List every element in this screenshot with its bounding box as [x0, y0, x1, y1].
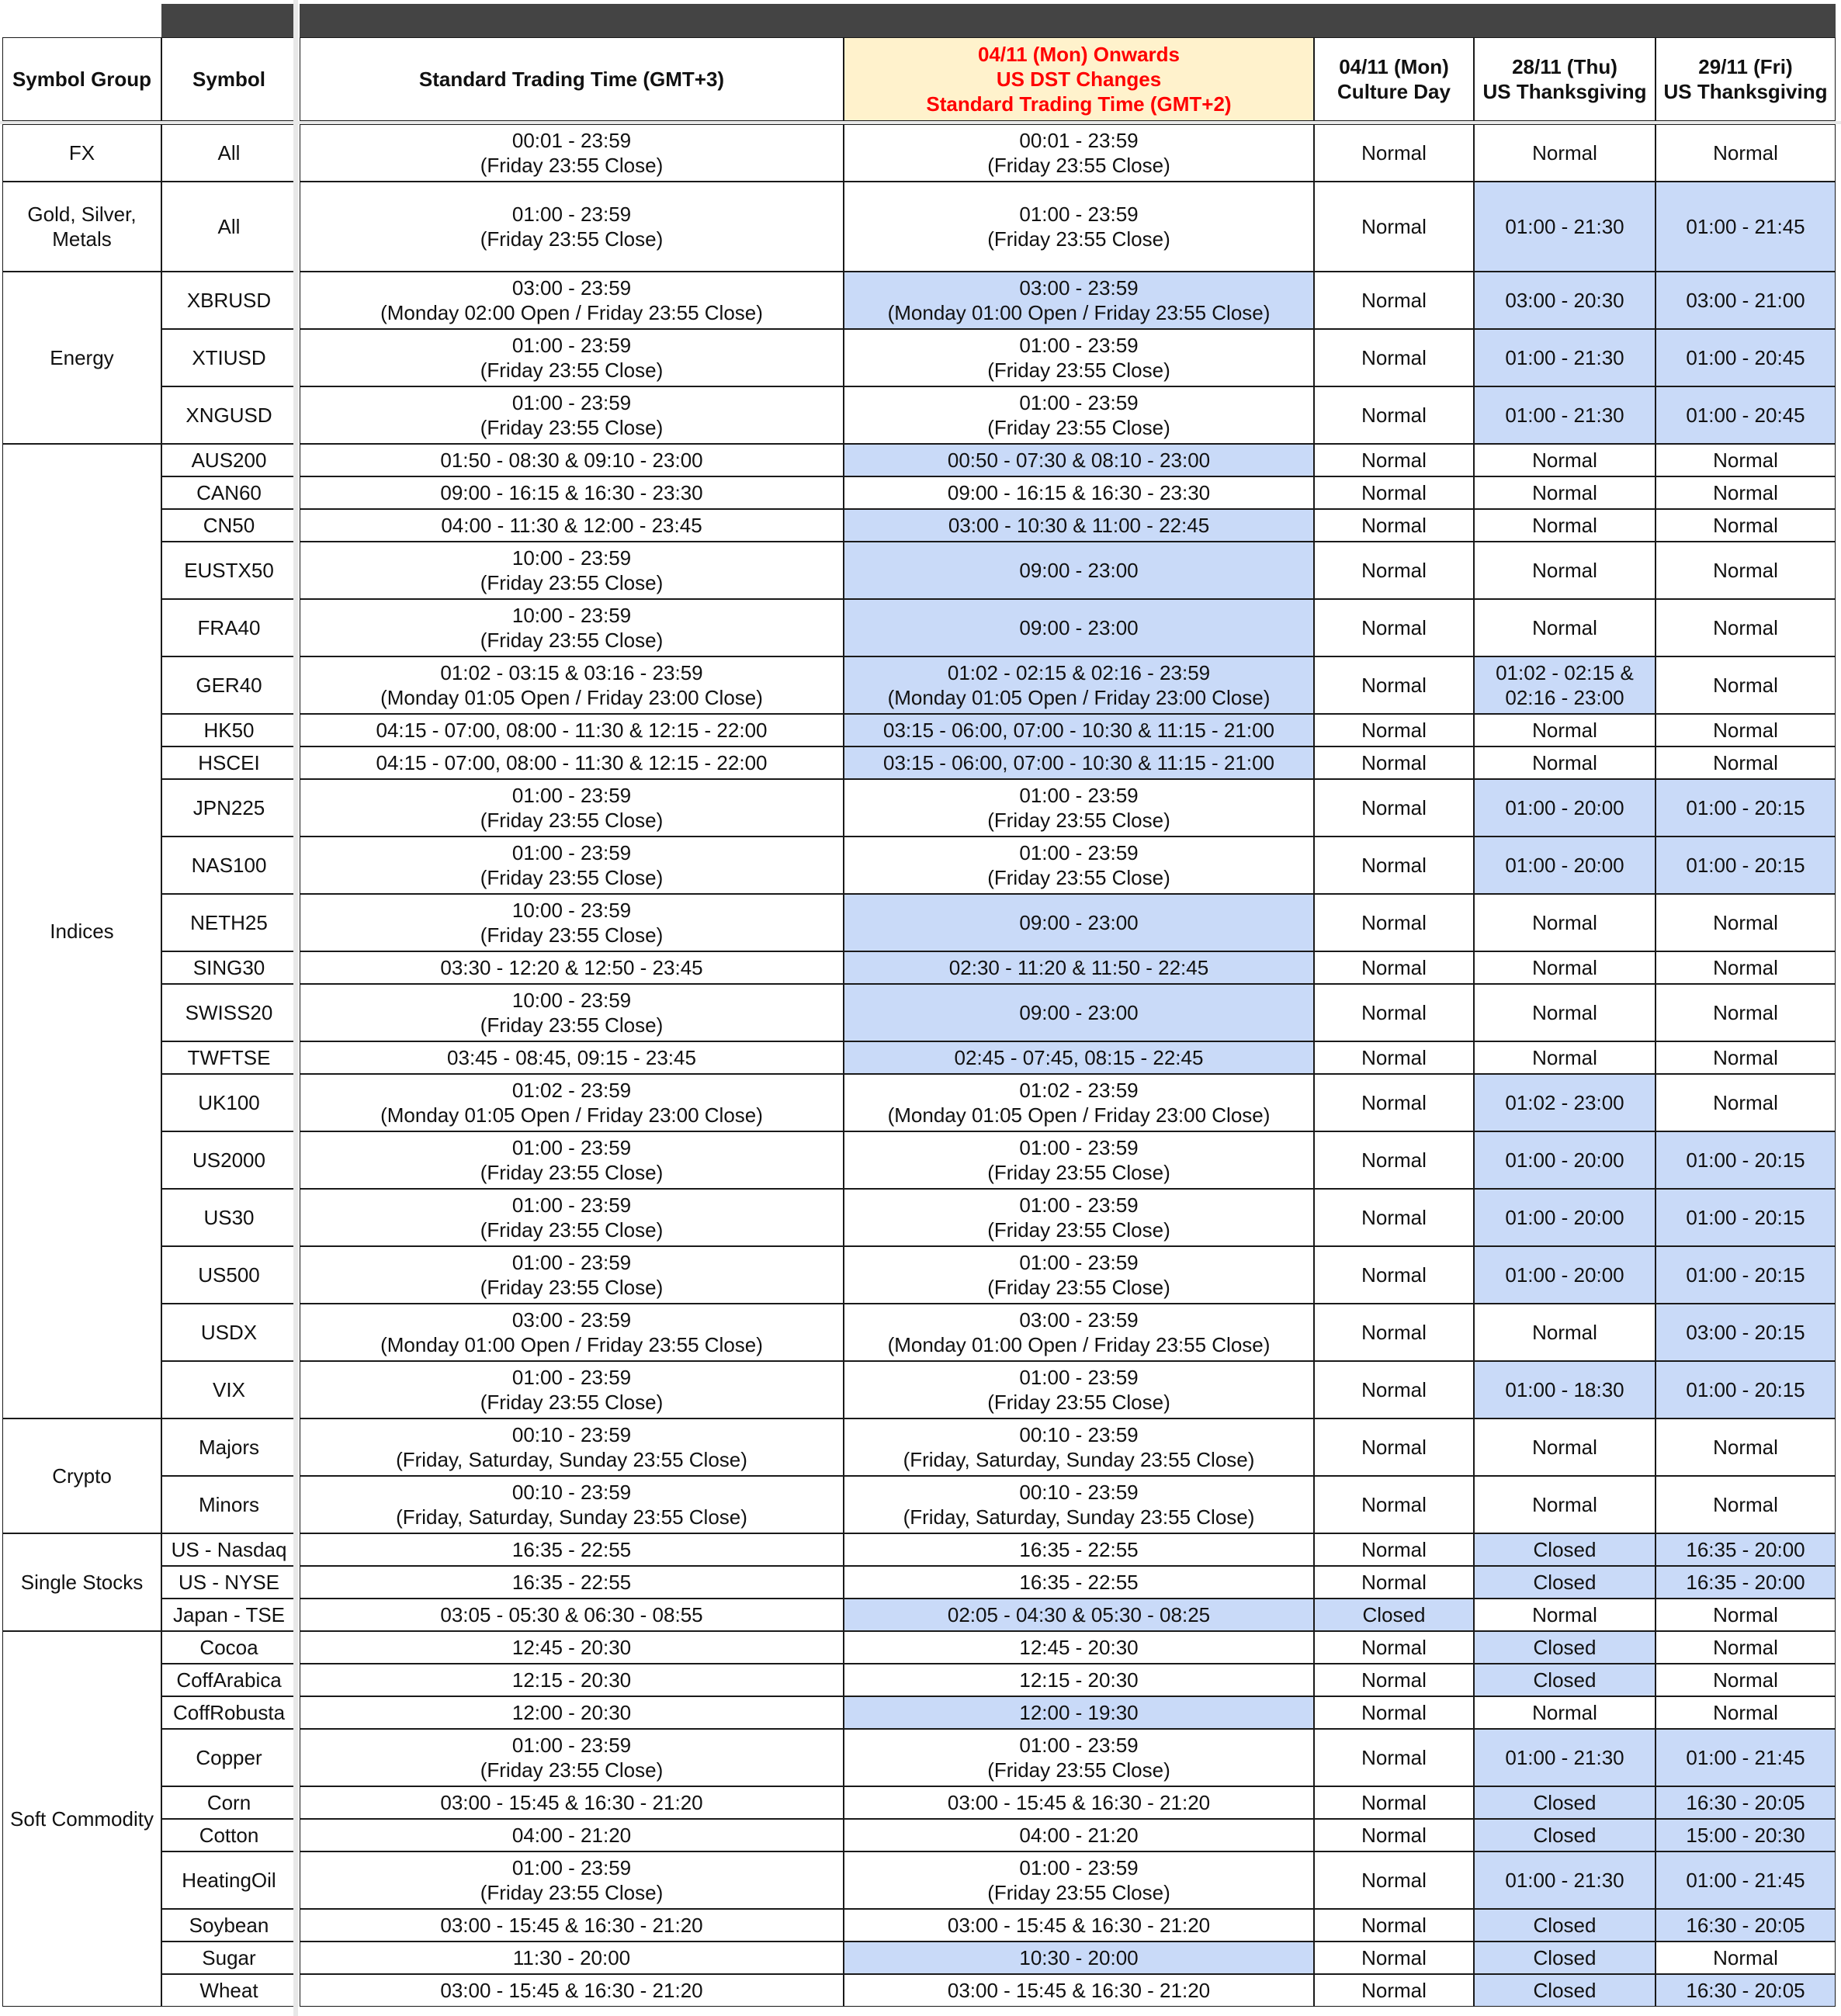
standard-cell: 03:00 - 15:45 & 16:30 - 21:20: [300, 1974, 844, 2007]
thu-cell: Normal: [1474, 746, 1656, 779]
standard-cell: 16:35 - 22:55: [300, 1566, 844, 1599]
dst-cell: 01:00 - 23:59 (Friday 23:55 Close): [844, 1851, 1314, 1909]
standard-cell: 00:01 - 23:59 (Friday 23:55 Close): [300, 124, 844, 182]
symbol-cell: EUSTX50: [161, 542, 296, 599]
symbol-cell: XNGUSD: [161, 386, 296, 444]
standard-cell: 03:00 - 15:45 & 16:30 - 21:20: [300, 1909, 844, 1942]
dst-cell: 10:30 - 20:00: [844, 1942, 1314, 1974]
standard-cell: 04:15 - 07:00, 08:00 - 11:30 & 12:15 - 22:00: [300, 714, 844, 746]
standard-cell: 01:00 - 23:59 (Friday 23:55 Close): [300, 182, 844, 272]
fri-cell: Normal: [1656, 656, 1836, 714]
fri-cell: Normal: [1656, 542, 1836, 599]
dst-cell: 01:00 - 23:59 (Friday 23:55 Close): [844, 329, 1314, 386]
dst-cell: 01:00 - 23:59 (Friday 23:55 Close): [844, 1131, 1314, 1189]
dst-cell: 02:45 - 07:45, 08:15 - 22:45: [844, 1041, 1314, 1074]
culture-cell: Normal: [1314, 1819, 1474, 1851]
culture-cell: Normal: [1314, 1041, 1474, 1074]
fri-cell: 01:00 - 21:45: [1656, 182, 1836, 272]
symbol-cell: Copper: [161, 1729, 296, 1786]
thu-cell: 03:00 - 20:30: [1474, 272, 1656, 329]
standard-cell: 12:00 - 20:30: [300, 1696, 844, 1729]
symbol-cell: JPN225: [161, 779, 296, 837]
fri-cell: Normal: [1656, 599, 1836, 656]
fri-cell: Normal: [1656, 894, 1836, 951]
symbol-cell: XTIUSD: [161, 329, 296, 386]
standard-cell: 12:15 - 20:30: [300, 1664, 844, 1696]
fri-cell: 16:35 - 20:00: [1656, 1566, 1836, 1599]
thu-cell: 01:00 - 21:30: [1474, 1851, 1656, 1909]
standard-cell: 10:00 - 23:59 (Friday 23:55 Close): [300, 984, 844, 1041]
thu-cell: 01:00 - 20:00: [1474, 1189, 1656, 1246]
dst-cell: 09:00 - 23:00: [844, 984, 1314, 1041]
symbol-cell: TWFTSE: [161, 1041, 296, 1074]
culture-cell: Normal: [1314, 1786, 1474, 1819]
thu-cell: Normal: [1474, 1304, 1656, 1361]
symbol-cell: All: [161, 124, 296, 182]
culture-cell: Normal: [1314, 1074, 1474, 1131]
thu-cell: Closed: [1474, 1974, 1656, 2007]
culture-cell: Normal: [1314, 509, 1474, 542]
fri-cell: 03:00 - 20:15: [1656, 1304, 1836, 1361]
frozen-column-divider: [293, 0, 298, 2016]
thu-cell: Closed: [1474, 1664, 1656, 1696]
culture-cell: Normal: [1314, 1942, 1474, 1974]
symbol-cell: VIX: [161, 1361, 296, 1418]
symbol-cell: Wheat: [161, 1974, 296, 2007]
standard-cell: 01:00 - 23:59 (Friday 23:55 Close): [300, 1246, 844, 1304]
header-culture-day: 04/11 (Mon) Culture Day: [1314, 37, 1474, 121]
culture-cell: Normal: [1314, 746, 1474, 779]
fri-cell: 01:00 - 20:15: [1656, 837, 1836, 894]
standard-cell: 03:30 - 12:20 & 12:50 - 23:45: [300, 951, 844, 984]
dst-cell: 03:00 - 15:45 & 16:30 - 21:20: [844, 1974, 1314, 2007]
symbol-cell: All: [161, 182, 296, 272]
standard-cell: 04:00 - 11:30 & 12:00 - 23:45: [300, 509, 844, 542]
fri-cell: 16:30 - 20:05: [1656, 1909, 1836, 1942]
dst-cell: 03:00 - 23:59 (Monday 01:00 Open / Friday 23:55 Close): [844, 1304, 1314, 1361]
symbol-cell: US - NYSE: [161, 1566, 296, 1599]
standard-cell: 01:00 - 23:59 (Friday 23:55 Close): [300, 779, 844, 837]
header-thanksgiving-fri: 29/11 (Fri) US Thanksgiving: [1656, 37, 1836, 121]
symbol-cell: US2000: [161, 1131, 296, 1189]
thu-cell: 01:00 - 20:00: [1474, 1246, 1656, 1304]
fri-cell: 16:35 - 20:00: [1656, 1533, 1836, 1566]
dst-cell: 02:05 - 04:30 & 05:30 - 08:25: [844, 1599, 1314, 1631]
thu-cell: Closed: [1474, 1942, 1656, 1974]
dst-cell: 02:30 - 11:20 & 11:50 - 22:45: [844, 951, 1314, 984]
symbol-cell: HK50: [161, 714, 296, 746]
symbol-cell: SING30: [161, 951, 296, 984]
symbol-cell: CoffRobusta: [161, 1696, 296, 1729]
culture-cell: Normal: [1314, 1361, 1474, 1418]
header-band-left: [161, 4, 293, 37]
symbol-cell: GER40: [161, 656, 296, 714]
culture-cell: Normal: [1314, 1418, 1474, 1476]
symbol-cell: Soybean: [161, 1909, 296, 1942]
dst-cell: 01:00 - 23:59 (Friday 23:55 Close): [844, 386, 1314, 444]
thu-cell: Normal: [1474, 124, 1656, 182]
standard-cell: 00:10 - 23:59 (Friday, Saturday, Sunday 23:55 Close): [300, 1418, 844, 1476]
dst-cell: 04:00 - 21:20: [844, 1819, 1314, 1851]
symbol-cell: Sugar: [161, 1942, 296, 1974]
culture-cell: Normal: [1314, 599, 1474, 656]
culture-cell: Closed: [1314, 1599, 1474, 1631]
dst-cell: 01:02 - 02:15 & 02:16 - 23:59 (Monday 01:05 Open / Friday 23:00 Close): [844, 656, 1314, 714]
standard-cell: 01:00 - 23:59 (Friday 23:55 Close): [300, 1189, 844, 1246]
symbol-cell: HeatingOil: [161, 1851, 296, 1909]
dst-cell: 09:00 - 23:00: [844, 894, 1314, 951]
fri-cell: Normal: [1656, 1599, 1836, 1631]
culture-cell: Normal: [1314, 779, 1474, 837]
standard-cell: 09:00 - 16:15 & 16:30 - 23:30: [300, 476, 844, 509]
fri-cell: Normal: [1656, 1418, 1836, 1476]
culture-cell: Normal: [1314, 444, 1474, 476]
standard-cell: 10:00 - 23:59 (Friday 23:55 Close): [300, 542, 844, 599]
symbol-cell: UK100: [161, 1074, 296, 1131]
thu-cell: 01:02 - 02:15 & 02:16 - 23:00: [1474, 656, 1656, 714]
culture-cell: Normal: [1314, 1851, 1474, 1909]
fri-cell: Normal: [1656, 476, 1836, 509]
standard-cell: 12:45 - 20:30: [300, 1631, 844, 1664]
culture-cell: Normal: [1314, 329, 1474, 386]
standard-cell: 01:02 - 23:59 (Monday 01:05 Open / Friday 23:00 Close): [300, 1074, 844, 1131]
standard-cell: 10:00 - 23:59 (Friday 23:55 Close): [300, 894, 844, 951]
fri-cell: Normal: [1656, 984, 1836, 1041]
thu-cell: Closed: [1474, 1786, 1656, 1819]
standard-cell: 10:00 - 23:59 (Friday 23:55 Close): [300, 599, 844, 656]
symbol-group-cell: Energy: [2, 272, 161, 444]
standard-cell: 03:00 - 15:45 & 16:30 - 21:20: [300, 1786, 844, 1819]
symbol-cell: NETH25: [161, 894, 296, 951]
dst-cell: 09:00 - 23:00: [844, 599, 1314, 656]
culture-cell: Normal: [1314, 476, 1474, 509]
fri-cell: 01:00 - 21:45: [1656, 1729, 1836, 1786]
symbol-group-cell: Gold, Silver, Metals: [2, 182, 161, 272]
thu-cell: 01:00 - 20:00: [1474, 1131, 1656, 1189]
thu-cell: Normal: [1474, 542, 1656, 599]
culture-cell: Normal: [1314, 1631, 1474, 1664]
symbol-cell: XBRUSD: [161, 272, 296, 329]
dst-cell: 12:00 - 19:30: [844, 1696, 1314, 1729]
dst-cell: 00:10 - 23:59 (Friday, Saturday, Sunday 23:55 Close): [844, 1418, 1314, 1476]
symbol-group-cell: FX: [2, 124, 161, 182]
dst-cell: 00:10 - 23:59 (Friday, Saturday, Sunday 23:55 Close): [844, 1476, 1314, 1533]
thu-cell: Normal: [1474, 1696, 1656, 1729]
thu-cell: Normal: [1474, 1599, 1656, 1631]
dst-cell: 09:00 - 23:00: [844, 542, 1314, 599]
standard-cell: 01:00 - 23:59 (Friday 23:55 Close): [300, 1729, 844, 1786]
culture-cell: Normal: [1314, 1696, 1474, 1729]
symbol-cell: USDX: [161, 1304, 296, 1361]
thu-cell: Normal: [1474, 1418, 1656, 1476]
fri-cell: Normal: [1656, 714, 1836, 746]
thu-cell: Closed: [1474, 1819, 1656, 1851]
culture-cell: Normal: [1314, 951, 1474, 984]
thu-cell: Normal: [1474, 894, 1656, 951]
standard-cell: 01:00 - 23:59 (Friday 23:55 Close): [300, 1851, 844, 1909]
fri-cell: 01:00 - 20:15: [1656, 779, 1836, 837]
thu-cell: 01:00 - 21:30: [1474, 386, 1656, 444]
header-thanksgiving-thu: 28/11 (Thu) US Thanksgiving: [1474, 37, 1656, 121]
culture-cell: Normal: [1314, 984, 1474, 1041]
thu-cell: 01:00 - 20:00: [1474, 779, 1656, 837]
thu-cell: Closed: [1474, 1909, 1656, 1942]
culture-cell: Normal: [1314, 1304, 1474, 1361]
fri-cell: Normal: [1656, 746, 1836, 779]
standard-cell: 04:00 - 21:20: [300, 1819, 844, 1851]
standard-cell: 01:00 - 23:59 (Friday 23:55 Close): [300, 1361, 844, 1418]
thu-cell: 01:00 - 21:30: [1474, 1729, 1656, 1786]
thu-cell: Closed: [1474, 1533, 1656, 1566]
culture-cell: Normal: [1314, 1566, 1474, 1599]
header-dst-time: 04/11 (Mon) Onwards US DST Changes Standard Trading Time (GMT+2): [844, 37, 1314, 121]
thu-cell: Normal: [1474, 951, 1656, 984]
symbol-cell: Cocoa: [161, 1631, 296, 1664]
fri-cell: Normal: [1656, 951, 1836, 984]
thu-cell: Normal: [1474, 984, 1656, 1041]
thu-cell: 01:02 - 23:00: [1474, 1074, 1656, 1131]
fri-cell: Normal: [1656, 1041, 1836, 1074]
standard-cell: 03:05 - 05:30 & 06:30 - 08:55: [300, 1599, 844, 1631]
standard-cell: 00:10 - 23:59 (Friday, Saturday, Sunday 23:55 Close): [300, 1476, 844, 1533]
thu-cell: Normal: [1474, 509, 1656, 542]
fri-cell: Normal: [1656, 444, 1836, 476]
culture-cell: Normal: [1314, 1909, 1474, 1942]
fri-cell: 01:00 - 20:45: [1656, 329, 1836, 386]
fri-cell: 01:00 - 20:15: [1656, 1361, 1836, 1418]
dst-cell: 16:35 - 22:55: [844, 1533, 1314, 1566]
dst-cell: 03:00 - 15:45 & 16:30 - 21:20: [844, 1786, 1314, 1819]
symbol-cell: US30: [161, 1189, 296, 1246]
fri-cell: 16:30 - 20:05: [1656, 1786, 1836, 1819]
dst-cell: 03:15 - 06:00, 07:00 - 10:30 & 11:15 - 21:00: [844, 746, 1314, 779]
dst-cell: 00:50 - 07:30 & 08:10 - 23:00: [844, 444, 1314, 476]
symbol-cell: FRA40: [161, 599, 296, 656]
standard-cell: 16:35 - 22:55: [300, 1533, 844, 1566]
dst-cell: 12:45 - 20:30: [844, 1631, 1314, 1664]
symbol-group-cell: Single Stocks: [2, 1533, 161, 1631]
fri-cell: Normal: [1656, 509, 1836, 542]
standard-cell: 04:15 - 07:00, 08:00 - 11:30 & 12:15 - 22:00: [300, 746, 844, 779]
header-symbol-group: Symbol Group: [2, 37, 161, 121]
symbol-cell: CAN60: [161, 476, 296, 509]
dst-cell: 16:35 - 22:55: [844, 1566, 1314, 1599]
culture-cell: Normal: [1314, 1131, 1474, 1189]
fri-cell: Normal: [1656, 1074, 1836, 1131]
fri-cell: 01:00 - 21:45: [1656, 1851, 1836, 1909]
thu-cell: 01:00 - 21:30: [1474, 329, 1656, 386]
dst-cell: 01:00 - 23:59 (Friday 23:55 Close): [844, 1189, 1314, 1246]
dst-cell: 01:00 - 23:59 (Friday 23:55 Close): [844, 779, 1314, 837]
symbol-cell: Corn: [161, 1786, 296, 1819]
culture-cell: Normal: [1314, 714, 1474, 746]
thu-cell: 01:00 - 21:30: [1474, 182, 1656, 272]
symbol-group-cell: Soft Commodity: [2, 1631, 161, 2007]
symbol-cell: HSCEI: [161, 746, 296, 779]
thu-cell: Normal: [1474, 714, 1656, 746]
symbol-cell: US - Nasdaq: [161, 1533, 296, 1566]
symbol-cell: SWISS20: [161, 984, 296, 1041]
symbol-cell: US500: [161, 1246, 296, 1304]
standard-cell: 01:00 - 23:59 (Friday 23:55 Close): [300, 329, 844, 386]
fri-cell: 16:30 - 20:05: [1656, 1974, 1836, 2007]
symbol-cell: CoffArabica: [161, 1664, 296, 1696]
culture-cell: Normal: [1314, 894, 1474, 951]
fri-cell: 15:00 - 20:30: [1656, 1819, 1836, 1851]
standard-cell: 11:30 - 20:00: [300, 1942, 844, 1974]
symbol-group-cell: Indices: [2, 444, 161, 1418]
standard-cell: 01:00 - 23:59 (Friday 23:55 Close): [300, 386, 844, 444]
symbol-cell: AUS200: [161, 444, 296, 476]
culture-cell: Normal: [1314, 1246, 1474, 1304]
culture-cell: Normal: [1314, 1476, 1474, 1533]
dst-cell: 01:00 - 23:59 (Friday 23:55 Close): [844, 1246, 1314, 1304]
fri-cell: Normal: [1656, 1696, 1836, 1729]
standard-cell: 01:02 - 03:15 & 03:16 - 23:59 (Monday 01:05 Open / Friday 23:00 Close): [300, 656, 844, 714]
fri-cell: Normal: [1656, 1476, 1836, 1533]
thu-cell: 01:00 - 20:00: [1474, 837, 1656, 894]
fri-cell: 01:00 - 20:15: [1656, 1189, 1836, 1246]
culture-cell: Normal: [1314, 1664, 1474, 1696]
symbol-group-cell: Crypto: [2, 1418, 161, 1533]
thu-cell: Normal: [1474, 1041, 1656, 1074]
culture-cell: Normal: [1314, 272, 1474, 329]
thu-cell: Normal: [1474, 599, 1656, 656]
culture-cell: Normal: [1314, 542, 1474, 599]
dst-cell: 01:00 - 23:59 (Friday 23:55 Close): [844, 1729, 1314, 1786]
symbol-cell: CN50: [161, 509, 296, 542]
culture-cell: Normal: [1314, 386, 1474, 444]
fri-cell: Normal: [1656, 1631, 1836, 1664]
culture-cell: Normal: [1314, 124, 1474, 182]
culture-cell: Normal: [1314, 182, 1474, 272]
frozen-row-divider: [0, 121, 1841, 124]
dst-cell: 01:00 - 23:59 (Friday 23:55 Close): [844, 182, 1314, 272]
culture-cell: Normal: [1314, 837, 1474, 894]
fri-cell: Normal: [1656, 1664, 1836, 1696]
dst-cell: 12:15 - 20:30: [844, 1664, 1314, 1696]
symbol-cell: Majors: [161, 1418, 296, 1476]
header-standard-time: Standard Trading Time (GMT+3): [300, 37, 844, 121]
dst-cell: 03:00 - 23:59 (Monday 01:00 Open / Friday 23:55 Close): [844, 272, 1314, 329]
fri-cell: Normal: [1656, 124, 1836, 182]
thu-cell: Normal: [1474, 1476, 1656, 1533]
standard-cell: 03:45 - 08:45, 09:15 - 23:45: [300, 1041, 844, 1074]
dst-cell: 01:00 - 23:59 (Friday 23:55 Close): [844, 837, 1314, 894]
dst-cell: 01:02 - 23:59 (Monday 01:05 Open / Friday 23:00 Close): [844, 1074, 1314, 1131]
symbol-cell: Minors: [161, 1476, 296, 1533]
thu-cell: 01:00 - 18:30: [1474, 1361, 1656, 1418]
header-band-right: [300, 4, 1836, 37]
culture-cell: Normal: [1314, 1729, 1474, 1786]
standard-cell: 01:00 - 23:59 (Friday 23:55 Close): [300, 1131, 844, 1189]
thu-cell: Closed: [1474, 1631, 1656, 1664]
standard-cell: 03:00 - 23:59 (Monday 02:00 Open / Friday 23:55 Close): [300, 272, 844, 329]
culture-cell: Normal: [1314, 656, 1474, 714]
dst-cell: 03:00 - 15:45 & 16:30 - 21:20: [844, 1909, 1314, 1942]
thu-cell: Closed: [1474, 1566, 1656, 1599]
standard-cell: 01:00 - 23:59 (Friday 23:55 Close): [300, 837, 844, 894]
symbol-cell: NAS100: [161, 837, 296, 894]
fri-cell: 01:00 - 20:15: [1656, 1131, 1836, 1189]
dst-cell: 00:01 - 23:59 (Friday 23:55 Close): [844, 124, 1314, 182]
header-symbol: Symbol: [161, 37, 296, 121]
fri-cell: Normal: [1656, 1942, 1836, 1974]
dst-cell: 03:15 - 06:00, 07:00 - 10:30 & 11:15 - 21:00: [844, 714, 1314, 746]
fri-cell: 01:00 - 20:45: [1656, 386, 1836, 444]
symbol-cell: Japan - TSE: [161, 1599, 296, 1631]
culture-cell: Normal: [1314, 1974, 1474, 2007]
thu-cell: Normal: [1474, 476, 1656, 509]
thu-cell: Normal: [1474, 444, 1656, 476]
fri-cell: 01:00 - 20:15: [1656, 1246, 1836, 1304]
dst-cell: 03:00 - 10:30 & 11:00 - 22:45: [844, 509, 1314, 542]
fri-cell: 03:00 - 21:00: [1656, 272, 1836, 329]
dst-cell: 09:00 - 16:15 & 16:30 - 23:30: [844, 476, 1314, 509]
standard-cell: 01:50 - 08:30 & 09:10 - 23:00: [300, 444, 844, 476]
culture-cell: Normal: [1314, 1533, 1474, 1566]
dst-cell: 01:00 - 23:59 (Friday 23:55 Close): [844, 1361, 1314, 1418]
symbol-cell: Cotton: [161, 1819, 296, 1851]
standard-cell: 03:00 - 23:59 (Monday 01:00 Open / Friday 23:55 Close): [300, 1304, 844, 1361]
culture-cell: Normal: [1314, 1189, 1474, 1246]
